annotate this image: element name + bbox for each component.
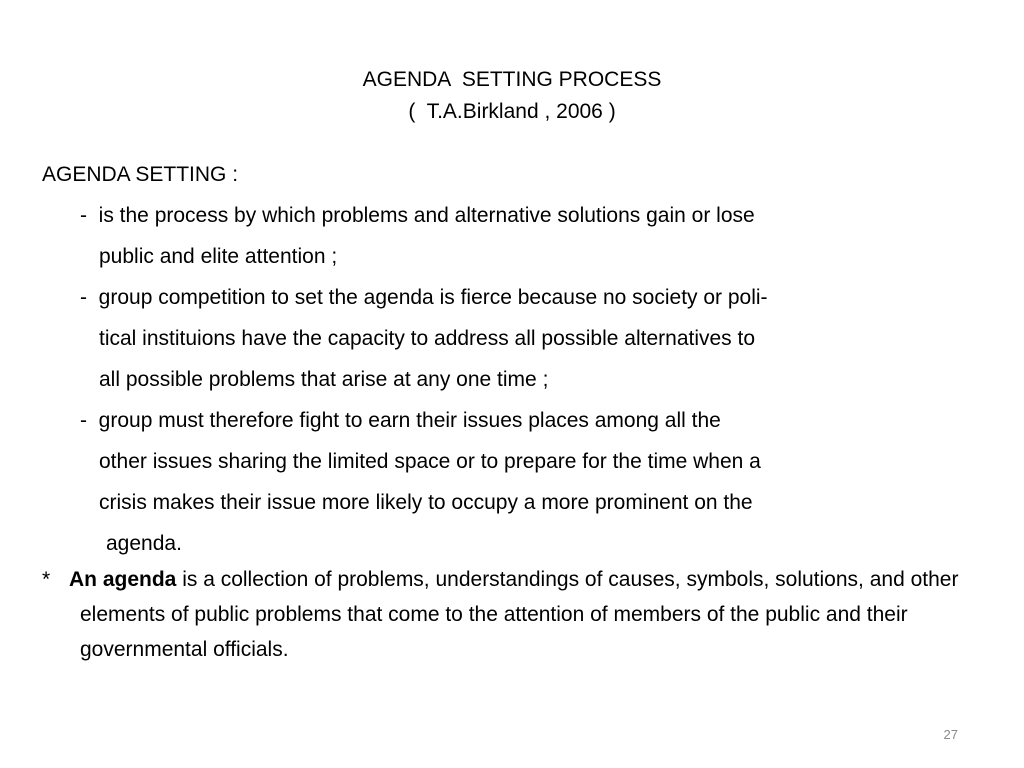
title-line-2: ( T.A.Birkland , 2006 )	[408, 100, 616, 123]
continuation-line: all possible problems that arise at any one time ;	[99, 368, 549, 391]
definition-text: is a collection of problems, understandings of causes, symbols, solutions, and other elements of public problems that come to the attention of members of the public and their governmental officials.	[80, 568, 959, 661]
slide-title	[0, 64, 1024, 128]
title-line-1: AGENDA SETTING PROCESS	[362, 68, 662, 91]
continuation-line: agenda.	[106, 532, 182, 555]
bullet-line: - group must therefore fight to earn their issues places among all the	[80, 409, 721, 432]
continuation-line: tical instituions have the capacity to address all possible alternatives to	[99, 327, 756, 350]
bullet-line: - is the process by which problems and alternative solutions gain or lose	[80, 204, 755, 227]
definition-term: An agenda	[69, 568, 177, 591]
page-number: 27	[943, 727, 958, 742]
continuation-line: crisis makes their issue more likely to occupy a more prominent on the	[99, 491, 753, 514]
bullet-line: - group competition to set the agenda is fierce because no society or poli-	[80, 286, 768, 309]
slide-body	[42, 158, 982, 667]
definition-paragraph	[42, 562, 982, 667]
asterisk-marker: *	[42, 568, 51, 591]
section-heading: AGENDA SETTING :	[42, 163, 239, 186]
continuation-line: public and elite attention ;	[99, 245, 338, 268]
continuation-line: other issues sharing the limited space or to prepare for the time when a	[99, 450, 761, 473]
